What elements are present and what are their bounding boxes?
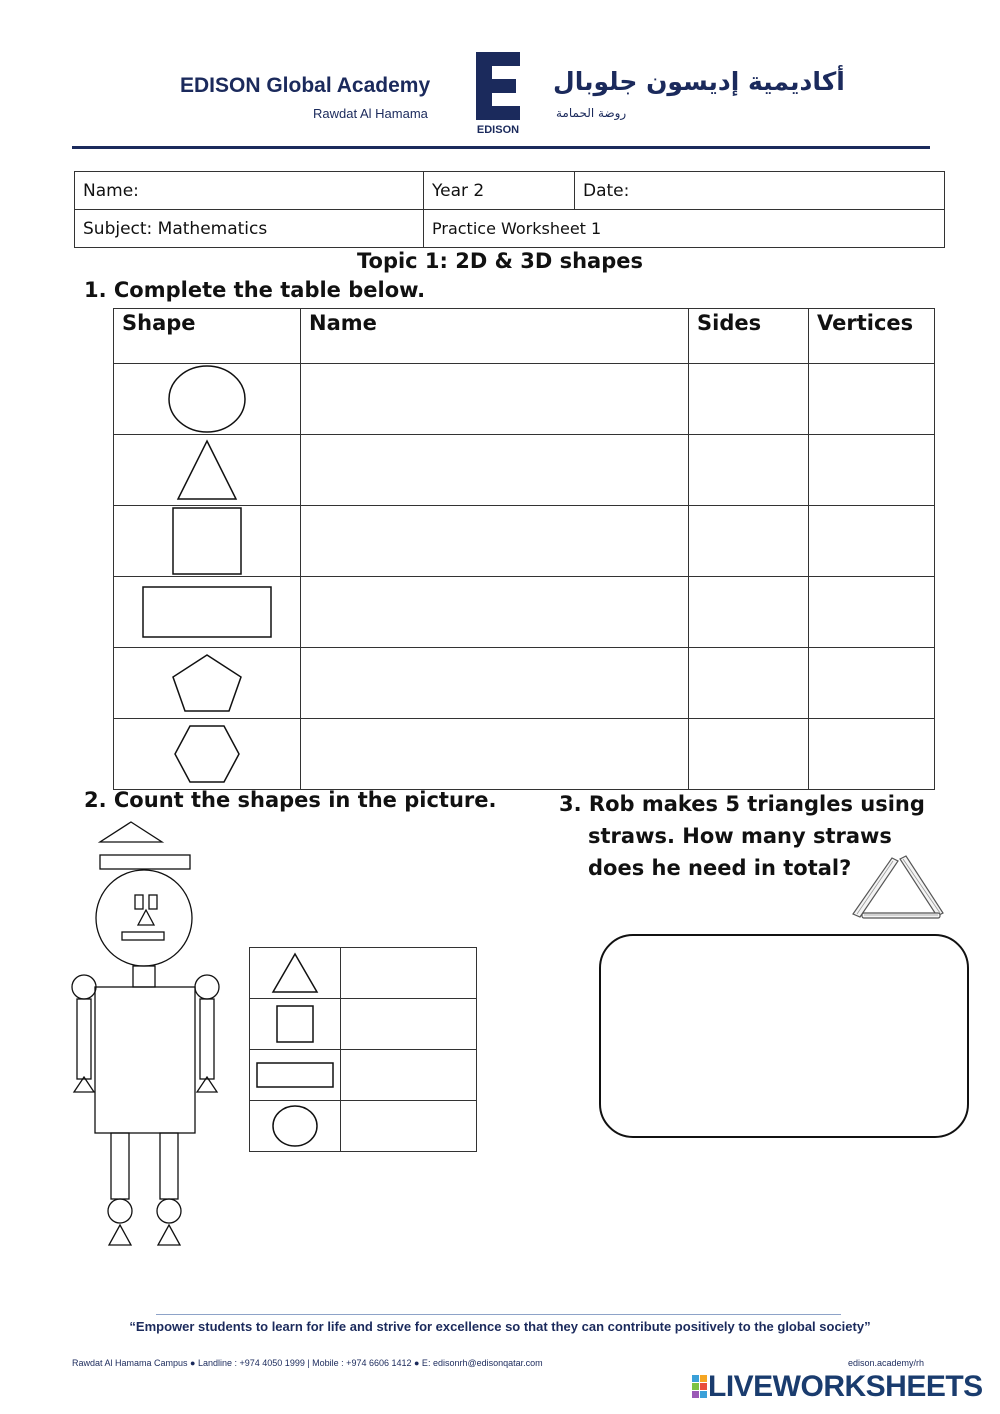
robot-arm-rectangle [77, 999, 91, 1079]
triangle-count-answer[interactable] [341, 948, 477, 999]
table-row [250, 999, 477, 1050]
topic-title: Topic 1: 2D & 3D shapes [356, 249, 643, 273]
footer-divider [156, 1314, 841, 1315]
triangle-icon [175, 438, 239, 502]
subject-label: Subject: Mathematics [75, 210, 424, 248]
school-name-ar: أكاديمية إديسون جلوبال [553, 67, 845, 96]
question-3-answer-box[interactable] [599, 934, 969, 1138]
pentagon-icon [171, 653, 243, 713]
school-motto: “Empower students to learn for life and strive for excellence so that they can contribute positively to the global society” [129, 1319, 871, 1334]
robot-leg-rectangle [160, 1133, 178, 1199]
name-field[interactable]: Name: [75, 172, 424, 210]
robot-foot-triangle [158, 1225, 180, 1245]
contact-info: Rawdat Al Hamama Campus ● Landline : +974 4050 1999 | Mobile : +974 6606 1412 ● E: edisonrh@edisonqatar.com [72, 1358, 543, 1368]
table-row [114, 719, 935, 790]
rectangle-count-answer[interactable] [341, 1050, 477, 1101]
robot-arm-rectangle [200, 999, 214, 1079]
logo-wordmark: EDISON [476, 124, 520, 136]
robot-eye-rectangle [149, 895, 157, 909]
liveworksheets-watermark: LIVEWORKSHEETS [708, 1370, 983, 1403]
robot-knee-circle [157, 1199, 181, 1223]
vertices-answer[interactable] [809, 577, 935, 648]
shapes-table-header [114, 309, 935, 364]
table-row [250, 1050, 477, 1101]
question-3-line: does he need in total? [588, 856, 852, 880]
shape-cell [114, 435, 301, 506]
robot-leg-rectangle [111, 1133, 129, 1199]
shape-cell [114, 364, 301, 435]
shape-cell [114, 648, 301, 719]
header-vertices: Vertices [809, 309, 935, 364]
edison-logo-icon [474, 50, 522, 122]
vertices-answer[interactable] [809, 506, 935, 577]
robot-hat-rectangle [100, 855, 190, 869]
sides-answer[interactable] [689, 506, 809, 577]
shape-robot-picture [60, 815, 240, 1255]
triangle-icon [271, 952, 319, 994]
square-icon [276, 1005, 314, 1043]
name-answer[interactable] [301, 577, 689, 648]
name-answer[interactable] [301, 719, 689, 790]
table-row [250, 1101, 477, 1152]
robot-nose-triangle [138, 910, 154, 925]
shapes-table [113, 308, 935, 790]
count-shape-cell [250, 999, 341, 1050]
count-shape-cell [250, 948, 341, 999]
vertices-answer[interactable] [809, 719, 935, 790]
count-shape-cell [250, 1101, 341, 1152]
vertices-answer[interactable] [809, 648, 935, 719]
date-field[interactable]: Date: [575, 172, 945, 210]
table-row [114, 506, 935, 577]
robot-foot-triangle [109, 1225, 131, 1245]
robot-eye-rectangle [135, 895, 143, 909]
website-link[interactable]: edison.academy/rh [848, 1358, 925, 1368]
student-info-table [74, 171, 945, 248]
table-row [250, 948, 477, 999]
shape-cell [114, 506, 301, 577]
circle-count-answer[interactable] [341, 1101, 477, 1152]
name-answer[interactable] [301, 364, 689, 435]
robot-knee-circle [108, 1199, 132, 1223]
name-answer[interactable] [301, 648, 689, 719]
campus-name-en: Rawdat Al Hamama [313, 106, 428, 121]
table-row [114, 435, 935, 506]
robot-shoulder-circle [72, 975, 96, 999]
header-name: Name [301, 309, 689, 364]
robot-shoulder-circle [195, 975, 219, 999]
square-count-answer[interactable] [341, 999, 477, 1050]
shape-cell [114, 577, 301, 648]
hexagon-icon [173, 724, 241, 784]
question-3-line: straws. How many straws [588, 824, 892, 848]
shape-count-table [249, 947, 477, 1152]
name-answer[interactable] [301, 435, 689, 506]
worksheet-label: Practice Worksheet 1 [424, 210, 945, 248]
question-2-prompt: 2. Count the shapes in the picture. [84, 788, 497, 812]
sides-answer[interactable] [689, 719, 809, 790]
sides-answer[interactable] [689, 364, 809, 435]
robot-hat-triangle [100, 822, 162, 842]
header-divider [72, 146, 930, 149]
question-3-line: 3. Rob makes 5 triangles using [559, 792, 925, 816]
rectangle-icon [256, 1062, 334, 1088]
sides-answer[interactable] [689, 577, 809, 648]
school-name-en: EDISON Global Academy [180, 74, 431, 97]
robot-body-rectangle [95, 987, 195, 1133]
year-label: Year 2 [424, 172, 575, 210]
robot-mouth-rectangle [122, 932, 164, 940]
header-sides: Sides [689, 309, 809, 364]
table-row [114, 364, 935, 435]
circle-icon [271, 1104, 319, 1148]
liveworksheets-logo-icon [692, 1375, 708, 1399]
robot-neck-square [133, 966, 155, 987]
count-shape-cell [250, 1050, 341, 1101]
square-icon [172, 507, 242, 575]
name-answer[interactable] [301, 506, 689, 577]
sides-answer[interactable] [689, 435, 809, 506]
straw-triangle-icon [848, 853, 946, 923]
rectangle-icon [142, 586, 272, 638]
vertices-answer[interactable] [809, 435, 935, 506]
vertices-answer[interactable] [809, 364, 935, 435]
sides-answer[interactable] [689, 648, 809, 719]
shape-cell [114, 719, 301, 790]
table-row [114, 577, 935, 648]
circle-icon [166, 364, 248, 434]
campus-name-ar: روضة الحمامة [556, 106, 627, 120]
question-1-prompt: 1. Complete the table below. [84, 278, 426, 302]
table-row [114, 648, 935, 719]
robot-head-circle [96, 870, 192, 966]
header-shape: Shape [114, 309, 301, 364]
